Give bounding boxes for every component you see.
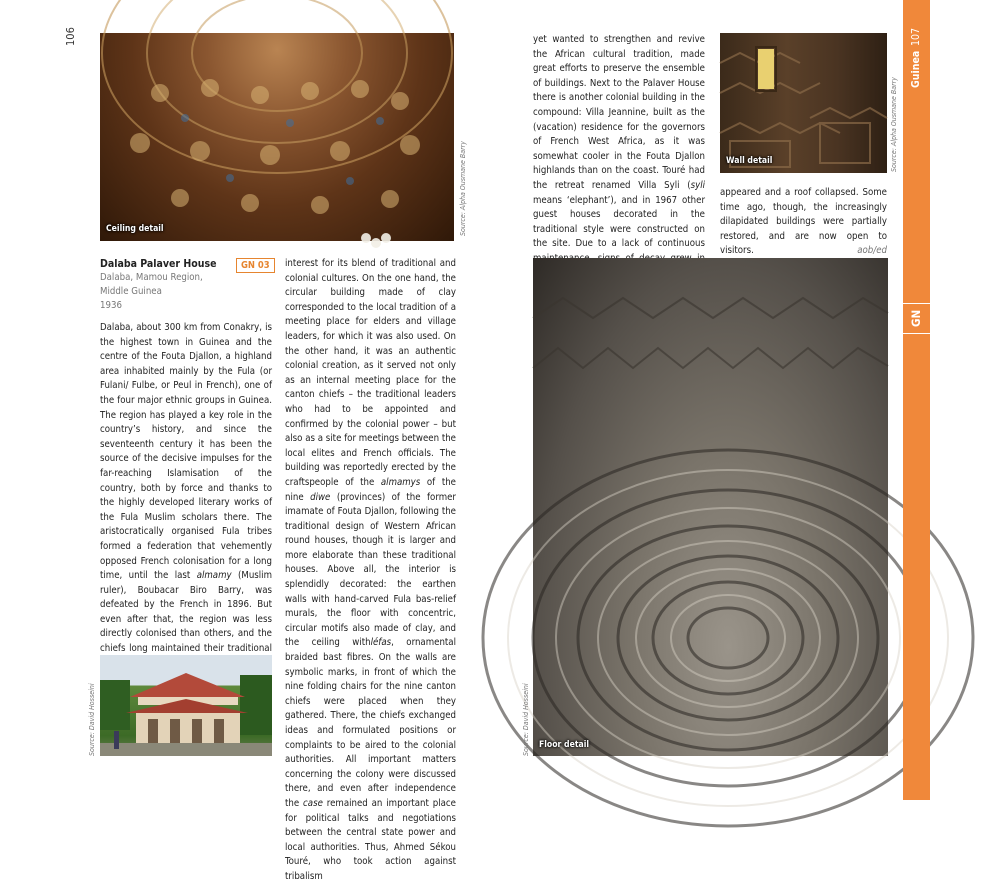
author-initials: aob/ed: [857, 245, 887, 257]
ceiling-caption: Ceiling detail: [106, 224, 164, 234]
floor-photo: [533, 258, 888, 756]
col4-text: appeared and a roof collapsed. Some time ago, though, the increasingly dilapidated buildings were partially restored, and are now open to visitors.: [720, 187, 887, 257]
col2-text-e: remained an important place for political talks and negotiations between the central state power and local authorities. Thus, Ahmed Sékou Touré, who took action against tribalism: [285, 797, 456, 882]
col1-text-b: (Muslim ruler), Boubacar Biro Barry, was defeated by the French in 1896. But even after that, the region was less directly colonised than others, and the chiefs long maintained their traditional: [100, 570, 272, 655]
entry-title: Dalaba Palaver House: [100, 258, 217, 270]
floor-photo-credit: Source: David Hosseini: [522, 683, 530, 756]
entry-location-line2: Middle Guinea: [100, 286, 162, 297]
floor-pattern-graphic: [533, 258, 888, 756]
ceiling-pattern-graphic: [100, 33, 454, 241]
entry-location-line1: Dalaba, Mamou Region,: [100, 272, 203, 283]
col2-term-lefas: léfas: [370, 637, 392, 649]
country-code-tab: GN: [909, 309, 923, 327]
col2-term-almamys: almamys: [380, 476, 421, 488]
body-column-2: [285, 257, 456, 882]
wall-pattern-graphic: [720, 33, 887, 173]
wall-photo: [720, 33, 887, 173]
body-column-3: [533, 33, 705, 250]
wall-caption: Wall detail: [726, 156, 773, 166]
house-photo: [100, 655, 272, 756]
side-tab-divider-top: [903, 303, 930, 304]
col1-term-almamy: almamy: [196, 570, 232, 582]
floor-caption: Floor detail: [539, 740, 590, 750]
col2-text-d: , ornamental braided bast fibres. On the walls are symbolic marks, in front of which the nine folding chairs for the nine canton chiefs were placed when they gathered. There, the chiefs exchanged ideas and formulated positions or complaints to be aired to the colonial authorities. All important matters concerning the colony were discussed there, and even after independence the: [285, 637, 456, 809]
body-column-1: [100, 321, 272, 655]
house-photo-credit: Source: David Hosseini: [88, 683, 96, 756]
col3-text-b: means ‘elephant’), and in 1967 other guest houses decorated in the traditional style were constructed on the site. Due to a lack of continuous: [533, 194, 705, 250]
ceiling-photo-credit: Source: Alpha Ousmane Barry: [459, 141, 467, 236]
house-graphic: [100, 655, 272, 756]
ceiling-photo: [100, 33, 454, 241]
col2-term-case: case: [303, 797, 323, 809]
body-column-4: [720, 186, 887, 257]
col2-text-b: of the nine: [285, 476, 456, 503]
col2-text-c: (provinces) of the former imamate of Fouta Djallon, following the traditional design of Western African round houses, though it is larger and more elaborate than these traditional houses. Above all, the interior is splendidly decorated: the earthen walls with hand-carved Fula bas-relief murals, the floor with concentric, circular motifs also made of clay, and the ceiling with: [285, 491, 456, 649]
col1-text-a: Dalaba, about 300 km from Conakry, is the highest town in Guinea and the centre of the Fouta Djallon, a highland area inhabited mainly by the Fula (or Fulani/ Fulbe, or Peul in French), one of the four major ethnic groups in Guinea. The region has played a key role in the country’s history, and since the seventeenth century it has been the source of the decisive impulses for the far-reaching Islamisation of the country, both by force and thanks to the highly developed literary works of the Fula Muslim scholars there. The aristocratically organised Fula tribes formed a federation that vehemently opposed French colonisation for a long time, until the last: [100, 322, 272, 582]
col3-term-syli: syli: [690, 179, 705, 191]
entry-year: 1936: [100, 300, 122, 311]
page-number-left: 106: [64, 27, 77, 46]
running-head-country: Guinea: [910, 50, 922, 88]
col3-text-a: yet wanted to strengthen and revive the African cultural tradition, made great efforts to preserve the ensemble of buildings. Next to the Palaver House there is another colonial building in the compound: Villa Jeannine, built as the (vacation) residence for the governors of French West Africa, as it was somewhat cooler in the Fouta Djallon highlands than on the coast. Touré had the retreat renamed Villa Syli (: [533, 34, 705, 191]
wall-photo-credit: Source: Alpha Ousmane Barry: [890, 77, 898, 172]
side-tab-divider-bottom: [903, 333, 930, 334]
col2-term-diwe: diwe: [310, 491, 331, 503]
side-tab-strip: [903, 0, 930, 800]
col2-text-a: interest for its blend of traditional and colonial cultures. On the one hand, the circular building made of clay corresponded to the local tradition of a meeting place for elders and village leaders, for which it was also used. On the other hand, it was an authentic colonial creation, as it served not only as an internal meeting place for the canton chiefs – the traditional leaders who had to be appointed and confirmed by the colonial power – but also as a site for meetings between the local elites and French officials. The building was reportedly erected by the craftspeople of the: [285, 258, 456, 488]
entry-code-badge: GN 03: [236, 258, 275, 273]
page-number-right: 107: [910, 27, 922, 46]
